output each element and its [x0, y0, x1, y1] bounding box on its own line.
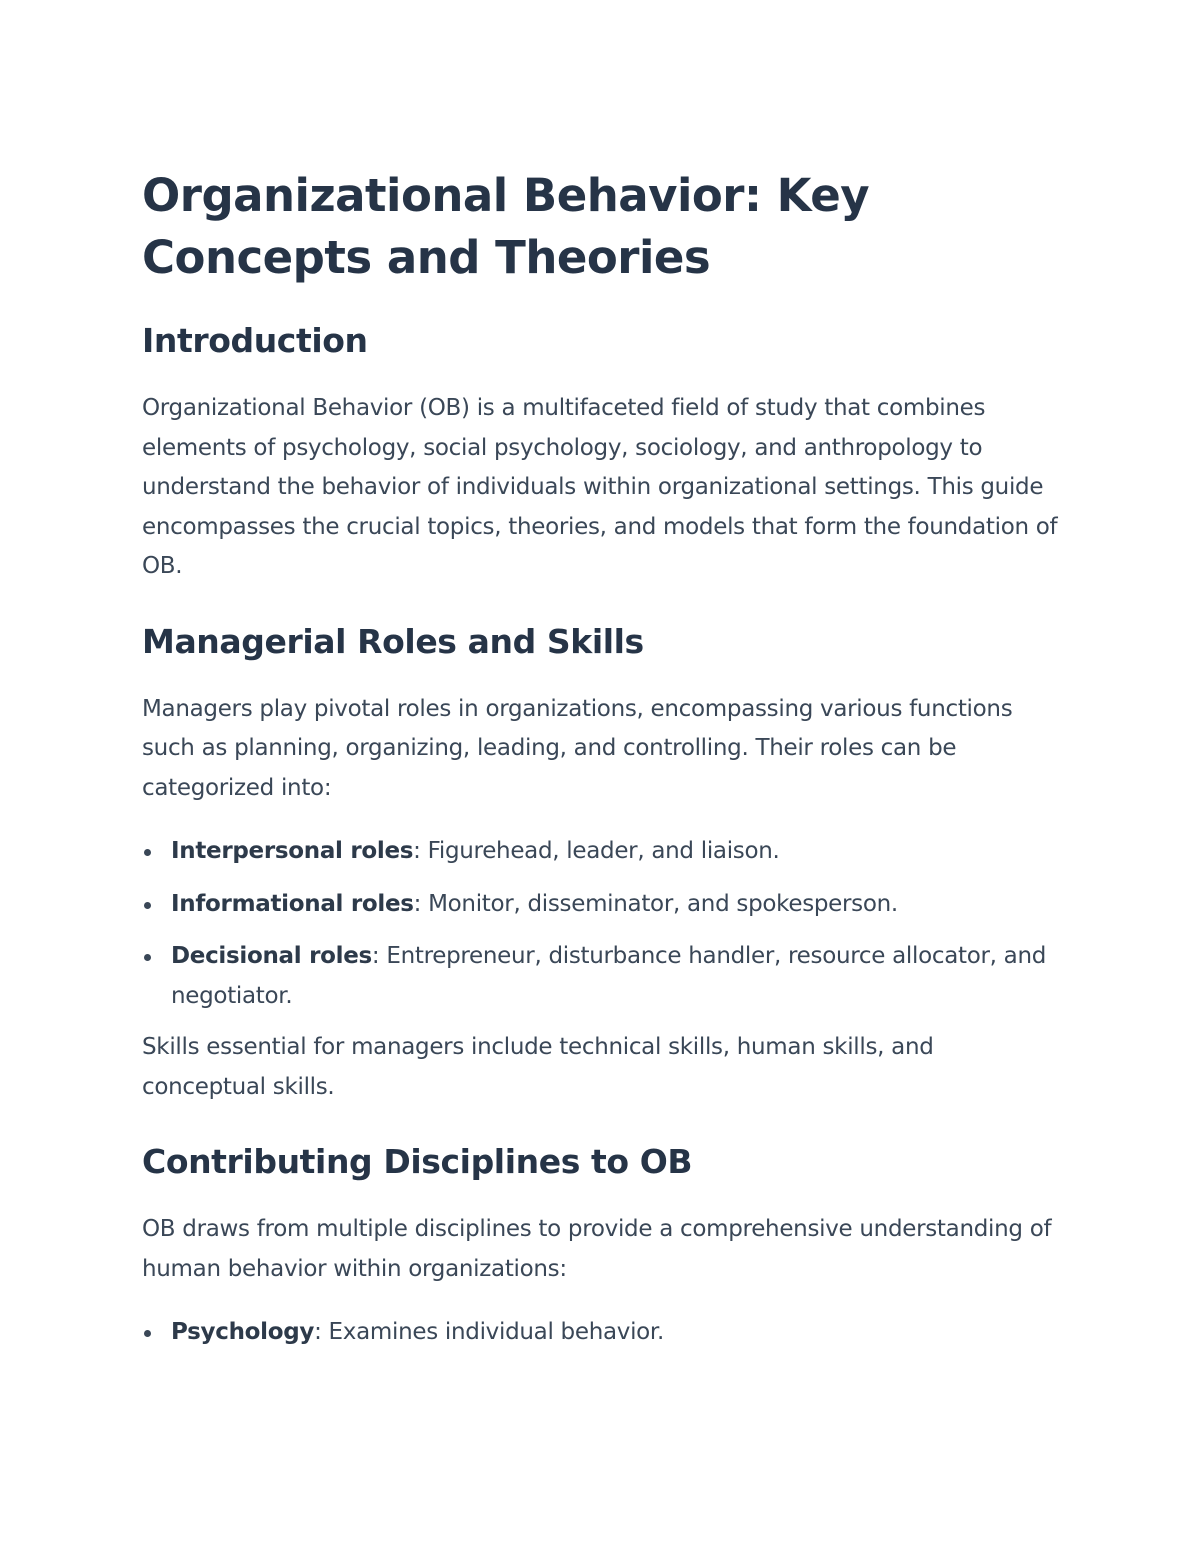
bullet-icon [144, 902, 151, 909]
section-heading-contributing-disciplines: Contributing Disciplines to OB [142, 1142, 693, 1181]
list-item-term: Interpersonal roles [171, 838, 414, 864]
bullet-icon [144, 1330, 151, 1337]
list-item [142, 832, 1062, 872]
page-title: Organizational Behavior: Key Concepts and Theories [142, 169, 870, 284]
list-item-description: : Examines individual behavior. [314, 1319, 664, 1345]
bullet-icon [144, 849, 151, 856]
section-heading-managerial-roles: Managerial Roles and Skills [142, 621, 644, 661]
list-item-term: Decisional roles [171, 943, 372, 969]
list-item-term: Psychology [171, 1319, 315, 1345]
list-item-description: : Entrepreneur, disturbance handler, resource allocator, and negotiator. [171, 943, 1047, 1009]
list-item-description: : Figurehead, leader, and liaison. [413, 838, 780, 864]
disciplines-intro-paragraph: OB draws from multiple disciplines to provide a comprehensive understanding of human behavior within organizations: [142, 1216, 1052, 1282]
managerial-skills-paragraph: Skills essential for managers include technical skills, human skills, and conceptual skills. [142, 1034, 934, 1100]
disciplines-list [142, 1313, 1062, 1353]
list-item [142, 885, 1062, 925]
introduction-paragraph: Organizational Behavior (OB) is a multifaceted field of study that combines elements of psychology, social psychology, sociology, and anthropology to understand the behavior of individuals within organizational settings. This guide encompasses the crucial topics, theories, and models that form the foundation of OB. [142, 395, 1058, 579]
bullet-icon [144, 954, 151, 961]
document-page [142, 165, 1062, 1353]
managerial-intro-paragraph: Managers play pivotal roles in organizations, encompassing various functions such as planning, organizing, leading, and controlling. Their roles can be categorized into: [142, 695, 1013, 801]
managerial-roles-list [142, 832, 1062, 1016]
list-item [142, 937, 1062, 1016]
list-item-term: Informational roles [171, 890, 414, 917]
list-item-description: : Monitor, disseminator, and spokesperson. [413, 890, 898, 917]
section-heading-introduction: Introduction [142, 321, 368, 360]
list-item [142, 1313, 1062, 1353]
